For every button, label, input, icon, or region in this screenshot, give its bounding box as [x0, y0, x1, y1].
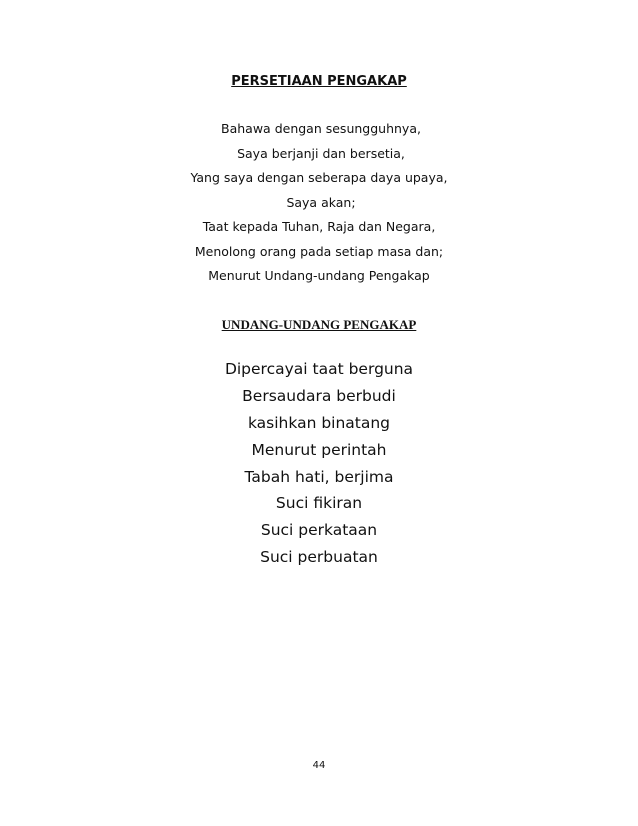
law-line: Suci fikiran [275, 494, 363, 513]
pledge-line: Bahawa dengan sesungguhnya, [221, 121, 421, 136]
law-line: Menurut perintah [251, 440, 387, 459]
law-line: Dipercayai taat berguna [224, 360, 414, 378]
laws-title: UNDANG-UNDANG PENGAKAP [221, 317, 417, 332]
pledge-line: Saya akan; [286, 194, 356, 210]
pledge-title: PERSETIAAN PENGAKAP [231, 74, 407, 89]
law-line: kasihkan binatang [247, 413, 391, 432]
pledge-line: Saya berjanji dan bersetia, [237, 145, 405, 161]
pledge-line: Menurut Undang-undang Pengakap [208, 268, 430, 283]
pledge-lines [0, 117, 638, 289]
pledge-line: Yang saya dengan seberapa daya upaya, [190, 170, 448, 185]
page-number: 44 [312, 760, 326, 771]
law-line: Bersaudara berbudi [242, 386, 396, 405]
pledge-line: Taat kepada Tuhan, Raja dan Negara, [202, 219, 436, 234]
law-line: Suci perkataan [260, 521, 378, 540]
law-line: Suci perbuatan [260, 548, 378, 567]
pledge-line: Menolong orang pada setiap masa dan; [194, 243, 444, 259]
laws-lines [0, 356, 638, 571]
law-line: Tabah hati, berjima [244, 467, 394, 486]
